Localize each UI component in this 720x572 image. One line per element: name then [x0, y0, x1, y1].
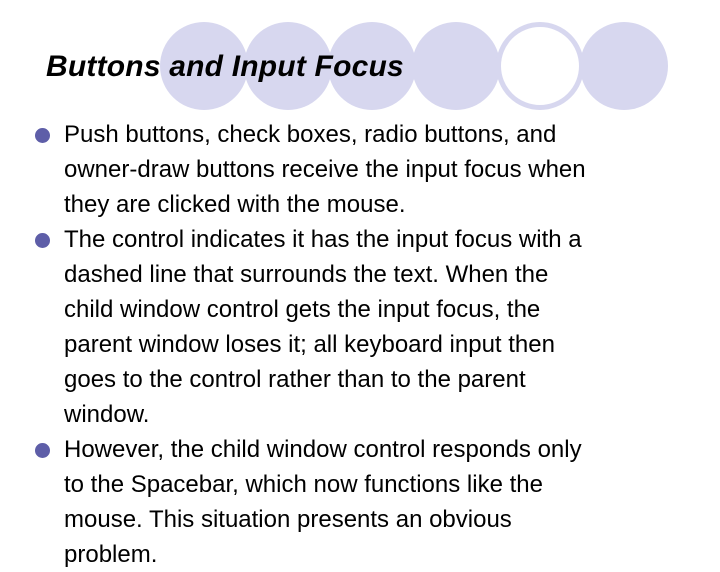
bullet-item: [30, 117, 690, 222]
bullet-list: [30, 117, 690, 572]
bullet-text-line: goes to the control rather than to the parent: [64, 366, 526, 393]
bullet-item: [30, 432, 690, 572]
bullet-text-line: mouse. This situation presents an obvious: [64, 506, 512, 533]
bullet-text-line: they are clicked with the mouse.: [64, 191, 406, 218]
bullet-text-line: problem.: [64, 541, 158, 568]
bullet-text-line: window.: [64, 401, 150, 428]
slide-title: Buttons and Input Focus: [46, 50, 404, 83]
bullet-text-line: owner-draw buttons receive the input focus when: [64, 156, 586, 183]
bullet-text-line: dashed line that surrounds the text. When the: [64, 261, 549, 288]
bullet-text-line: Push buttons, check boxes, radio buttons, and: [64, 121, 557, 148]
circle-ring-decoration: [496, 22, 584, 110]
bullet-text-line: The control indicates it has the input focus with a: [64, 226, 582, 253]
circle-decoration: [580, 22, 668, 110]
bullet-text-line: child window control gets the input focus, the: [64, 296, 541, 323]
bullet-text-line: parent window loses it; all keyboard input then: [64, 331, 555, 358]
bullet-text-line: to the Spacebar, which now functions like the: [64, 471, 543, 498]
filled-circle-bullet-icon: [35, 233, 50, 248]
bullet-item: [30, 222, 690, 432]
filled-circle-bullet-icon: [35, 128, 50, 143]
circle-decoration: [412, 22, 500, 110]
filled-circle-bullet-icon: [35, 443, 50, 458]
bullet-text-line: However, the child window control responds only: [64, 436, 582, 463]
